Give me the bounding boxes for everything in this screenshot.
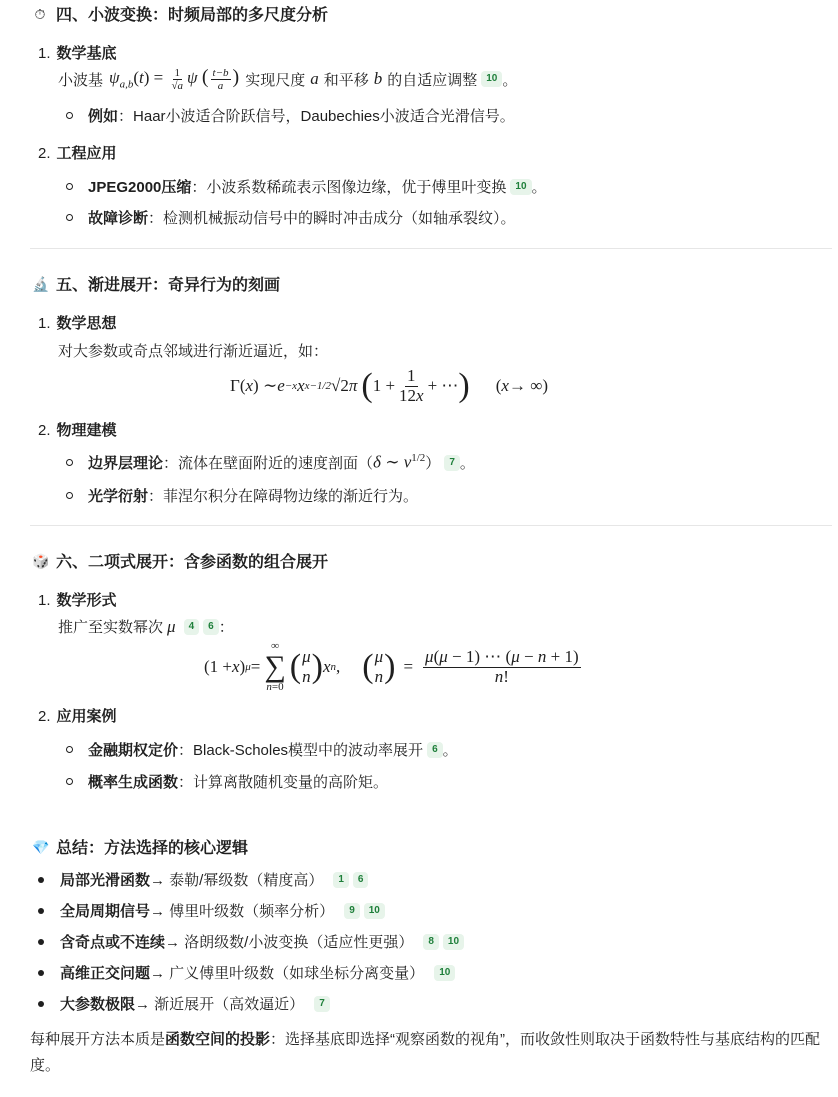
summary-heading xyxy=(32,835,248,858)
summary-item: 全局周期信号 → 傅里叶级数（频率分析） 9 10 xyxy=(38,900,385,921)
section-5-heading xyxy=(32,272,280,295)
s4-item-1: 1. 数学基底 xyxy=(38,45,117,62)
summary-title: 总结：方法选择的核心逻辑 xyxy=(56,840,249,857)
citation-badge[interactable]: 10 xyxy=(443,934,464,950)
citation-badge[interactable]: 1 xyxy=(333,872,349,888)
stirling-formula: Γ( x ) ∼ e −x x x−1/2 √2 π ( 1 + $\frac{1}{12x}$ + ⋯ ) ( x → ∞) xyxy=(230,365,548,405)
microscope-icon: 🔬 xyxy=(32,275,50,292)
wavelet-formula: $\psi_{a,b}(t)$ = $\frac{1}{√a}$ ψ ( $\frac{t-b}{a}$ ) xyxy=(109,66,240,92)
citation-badge[interactable]: 4 xyxy=(184,619,200,635)
citation-badge[interactable]: 9 xyxy=(344,903,360,919)
section-6-heading xyxy=(32,549,328,572)
citation-badge[interactable]: 6 xyxy=(203,619,219,635)
summary-paragraph: 每种展开方法本质是函数空间的投影：选择基底即选择“观察函数的视角”，而收敛性则取决于函数特性与基底结构的匹配度。 xyxy=(30,1031,821,1074)
citation-badge[interactable]: 6 xyxy=(353,872,369,888)
summary-item: 大参数极限 → 渐近展开（高效逼近） 7 xyxy=(38,993,330,1014)
s4-fault-bullet: 故障诊断 ：检测机械振动信号中的瞬时冲击成分（如轴承裂纹）。 xyxy=(66,207,516,228)
s6-power-line: 推广至实数幂次 μ 4 6 ： xyxy=(58,616,234,636)
summary-item: 局部光滑函数 → 泰勒/幂级数（精度高） 1 6 xyxy=(38,869,368,890)
gem-icon: 💎 xyxy=(32,838,50,855)
citation-badge[interactable]: 7 xyxy=(314,996,330,1012)
citation-badge[interactable]: 6 xyxy=(427,742,443,758)
s4-wavelet-basis-line: 小波基 $\psi_{a,b}(t)$ = $\frac{1}{√a}$ ψ ( $\frac{t-b}{a}$ ) 实现尺度 a 和平移 b 的自适应调整 10 。 xyxy=(58,66,518,92)
citation-badge[interactable]: 10 xyxy=(481,71,502,87)
s6-item-2: 2. 应用案例 xyxy=(38,708,117,725)
divider xyxy=(30,248,832,249)
summary-item: 含奇点或不连续 → 洛朗级数/小波变换（适应性更强） 8 10 xyxy=(38,931,464,952)
s5-item-2: 2. 物理建模 xyxy=(38,422,117,439)
s5-item-1: 1. 数学思想 xyxy=(38,315,117,332)
citation-badge[interactable]: 7 xyxy=(444,455,460,471)
citation-badge[interactable]: 10 xyxy=(510,179,531,195)
section-6-title: 六、二项式展开：含参函数的组合展开 xyxy=(56,554,329,571)
section-4-heading xyxy=(32,2,328,25)
summary-item: 高维正交问题 → 广义傅里叶级数（如球坐标分离变量） 10 xyxy=(38,962,455,983)
citation-badge[interactable]: 10 xyxy=(364,903,385,919)
s4-jpeg-bullet: JPEG2000压缩 ：小波系数稀疏表示图像边缘，优于傅里叶变换 10 。 xyxy=(66,176,547,197)
dice-icon: 🎲 xyxy=(32,552,50,569)
stopwatch-icon: ⏱ xyxy=(34,5,46,22)
s5-idea-text: 对大参数或奇点邻域进行渐近逼近，如： xyxy=(58,343,329,360)
s6-finance-bullet: 金融期权定价 ：Black-Scholes模型中的波动率展开 6 。 xyxy=(66,739,458,760)
citation-badge[interactable]: 10 xyxy=(434,965,455,981)
section-5-title: 五、渐进展开：奇异行为的刻画 xyxy=(56,277,281,294)
s4-item-2: 2. 工程应用 xyxy=(38,145,117,162)
s5-optics-bullet: 光学衍射 ：菲涅尔积分在障碍物边缘的渐近行为。 xyxy=(66,485,418,506)
divider xyxy=(30,525,832,526)
s6-prob-bullet: 概率生成函数 ：计算离散随机变量的高阶矩。 xyxy=(66,771,388,792)
s5-boundary-bullet: 边界层理论 ：流体在壁面附近的速度剖面（ δ ∼ $\nu^{1/2}$ ） 7 。 xyxy=(66,452,475,473)
section-4-title: 四、小波变换：时频局部的多尺度分析 xyxy=(56,7,329,24)
binomial-formula: (1 + x ) μ = ∞ ∑ n=0 ( μ n ) x n , ( μ n ) = $\frac{\mu(\mu - 1) \cdots (\mu - n + 1)}{n!}$ xyxy=(204,640,579,693)
s4-example-bullet: 例如 ：Haar小波适合阶跃信号，Daubechies小波适合光滑信号。 xyxy=(66,105,515,126)
citation-badge[interactable]: 8 xyxy=(423,934,439,950)
s6-item-1: 1. 数学形式 xyxy=(38,592,117,609)
